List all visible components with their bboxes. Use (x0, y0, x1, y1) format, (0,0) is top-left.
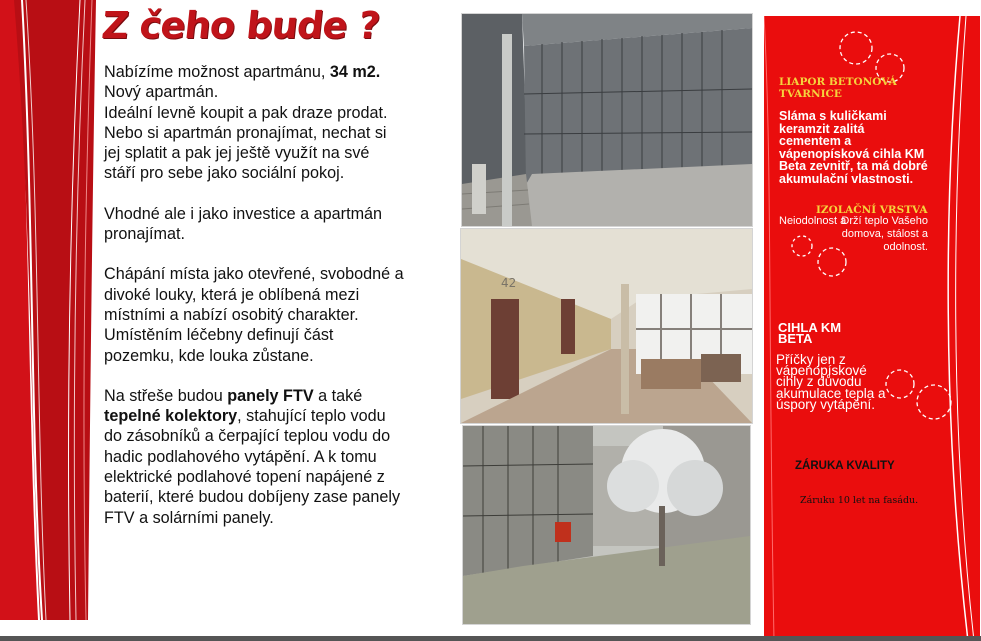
bottom-bar (0, 636, 981, 641)
paragraph-investment: Vhodné ale i jako investice a apartmán pronajímat. (104, 204, 383, 244)
liapor-title: LIAPOR BETONOVÁ TVARNICE (779, 76, 897, 100)
izolacni-title: IZOLAČNÍ VRSTVA (816, 204, 928, 216)
cihla-title: CIHLA KM BETA (778, 320, 842, 346)
izolacni-text: Drží teplo Vašeho domova, stálost a odolnost. (841, 215, 928, 253)
liapor-text: Sláma s kuličkami keramzit zalitá cementem a vápenopísková cihla KM Beta zevnitř, ta má dobré akumulační vlastnosti. (779, 109, 928, 186)
paragraph-energy: Na střeše budou panely FTV a také tepelné kolektory, stahující teplo vodu do zásobníků a čerpající teplou vodu do hadic podlahového vytápění. A k tomu elektrické podlahové topení napájené z baterií, které budou dobíjeny zase panely FTV a solárními panely. (104, 386, 401, 527)
corridor-photo (460, 228, 753, 424)
cihla-text: Příčky jen z vápenopískové cihly z důvodu akumulace tepla a úspory vytápění. (776, 352, 886, 412)
description-text (104, 62, 404, 548)
material-info-panel (764, 16, 980, 641)
courtyard-photo (461, 13, 753, 227)
zaruka-title: ZÁRUKA KVALITY (795, 460, 895, 472)
zaruka-text: Záruku 10 let na fasádu. (800, 495, 919, 506)
page-title: Z čeho bude ? (99, 4, 382, 47)
garden-courtyard-photo (462, 425, 751, 625)
izolacni-text-left: Neiodolnost a (779, 215, 847, 227)
paragraph-meadow: Chápání místa jako otevřené, svobodné a divoké louky, která je oblíbená mezi místními a nabízí osobitý charakter. Umístěním léčebny definují část pozemku, kde louka zůstane. (104, 265, 404, 365)
paragraph-apartment: Nabízíme možnost apartmánu, 34 m2. Nový apartmán. Ideální levně koupit a pak draze prodat. Nebo si apartmán pronajímat, nechat si jej splatit a pak jej ještě využít na své stáří pro sebe jako sociální pokoj. (104, 63, 388, 183)
svg-text:42: 42 (501, 276, 517, 290)
left-decorative-swoosh (0, 0, 110, 641)
apartment-size: 34 m2. (329, 63, 381, 81)
